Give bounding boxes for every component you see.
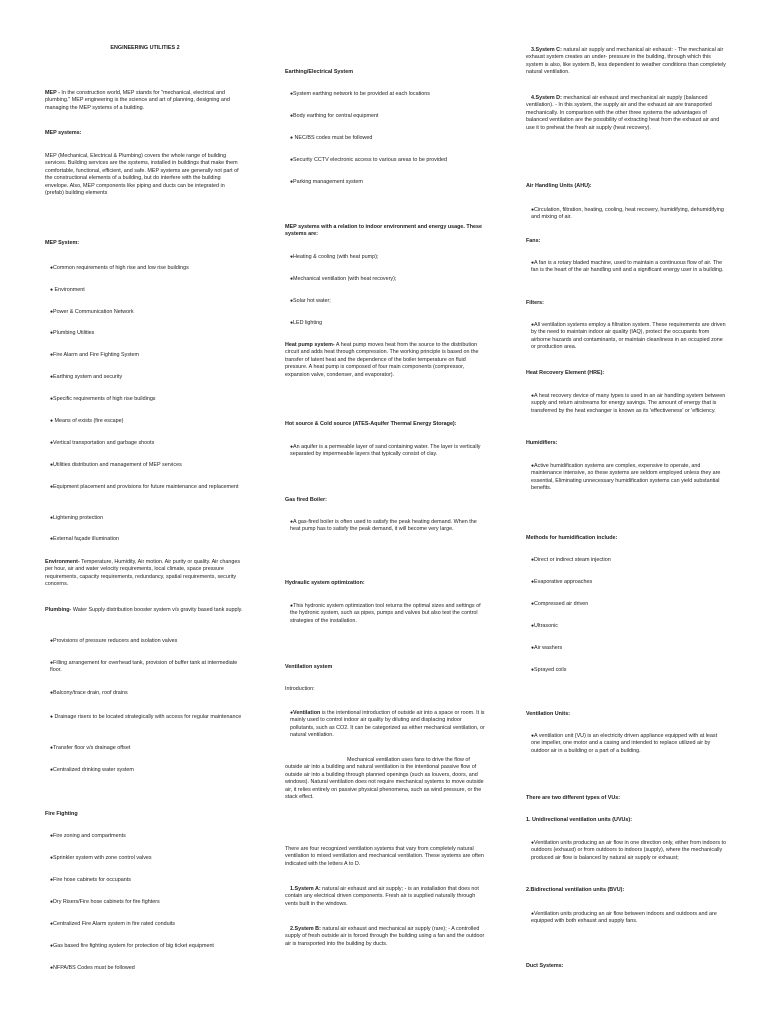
bullet-item (45, 660, 245, 675)
bullet-text: Ventilation units producing an air flow between indoors and outdoors and are equipped with both exhaust and supply fans. (531, 911, 717, 925)
bullet-text: Security CCTV electronic access to various areas to be provided (293, 157, 448, 163)
bullet-text: Balcony/trace drain, roof drains (53, 690, 128, 696)
bullet-text: All ventilation systems employ a filtration system. These requirements are driven by the need to maintain indoor air quality (IAQ), protect the occupants from airborne hazards and contaminants, or maintain cleanliness in an occupied zone or production area. (531, 322, 726, 351)
bullet-text: Heating & cooling (with heat pump); (293, 254, 379, 260)
bullet-text: Fire hose cabinets for occupants (53, 877, 131, 883)
paragraph-label: 4.System D: (531, 95, 562, 101)
bullet-icon: ● (531, 667, 535, 673)
bullet-item (285, 179, 485, 186)
document-title: ENGINEERING UTILITIES 2 (110, 45, 180, 51)
bullet-icon: ● (290, 710, 294, 716)
section-heading: Ventilation Units: (526, 711, 571, 717)
bullet-item (526, 911, 726, 926)
labeled-paragraph (285, 886, 485, 908)
labeled-paragraph (45, 607, 245, 614)
bullet-icon: ● (50, 714, 54, 720)
bullet-text: Compressed air driven (534, 601, 589, 607)
bullet-item (45, 484, 245, 491)
bullet-item (45, 855, 245, 862)
paragraph: MEP (Mechanical, Electrical & Plumbing) covers the whole range of building services. Building services are the systems, installed in buildings that make them comfortable, functional, efficient, and safe. MEP systems are generally not part of the constructional elements of a building, but do interfere with the building envelope. Also, MEP components like piping and ducts can be integrated in (prefab) building elements (45, 153, 239, 197)
bullet-text: Filling arrangement for overhead tank, provision of buffer tank at intermediate floor. (50, 660, 238, 674)
bullet-icon: ● (531, 260, 535, 266)
bullet-item (526, 260, 726, 275)
section-heading: Fans: (526, 238, 541, 244)
bullet-icon: ● (290, 298, 294, 304)
bullet-icon: ● (290, 91, 294, 97)
bullet-item (45, 745, 245, 752)
bullet-item (526, 623, 726, 630)
bullet-text: Evaporative approaches (534, 579, 593, 585)
bullet-icon: ● (290, 276, 294, 282)
bullet-icon: ● (50, 462, 54, 468)
paragraph-label: Plumbing- (45, 607, 72, 613)
bullet-icon: ● (531, 322, 535, 328)
section-heading: MEP systems: (45, 130, 82, 136)
section-heading: There are two different types of VUs: (526, 795, 621, 801)
bullet-item (45, 309, 245, 316)
bullet-text: Fire zoning and compartments (53, 833, 126, 839)
bullet-item (45, 396, 245, 403)
bullet-item (45, 714, 245, 721)
paragraph-label: 2.System B: (290, 926, 321, 932)
bullet-item (285, 276, 485, 283)
section-heading: MEP systems with a relation to indoor environment and energy usage. These systems are: (285, 224, 483, 238)
bullet-text: Dry Risers/Fire hose cabinets for fire fighters (53, 899, 160, 905)
bullet-item (526, 733, 726, 755)
bullet-icon: ● (531, 463, 535, 469)
labeled-paragraph (526, 95, 726, 132)
bullet-item (45, 287, 245, 294)
paragraph-text: Water Supply distribution booster system v/s gravity based tank supply. (71, 607, 243, 613)
bullet-text: An aquifer is a permeable layer of sand containing water. The layer is vertically separated by impermeable layers that typically consist of clay. (290, 444, 481, 458)
bullet-item (526, 579, 726, 586)
bullet-text: Centralized drinking water system (53, 767, 134, 773)
bullet-icon: ● (290, 135, 294, 141)
bullet-item (285, 519, 485, 534)
labeled-paragraph (285, 926, 485, 948)
bullet-item (526, 601, 726, 608)
bullet-text: Environment (53, 287, 85, 293)
bullet-icon: ● (531, 840, 535, 846)
paragraph-label: 1.System A: (290, 886, 321, 892)
bullet-text: Vertical transportation and garbage shoots (53, 440, 155, 446)
bullet-item (285, 444, 485, 459)
bullet-item (526, 840, 726, 862)
section-heading: Air Handling Units (AHU): (526, 183, 592, 189)
bullet-text: Lightening protection (53, 515, 104, 521)
bullet-item (45, 536, 245, 543)
bullet-item (45, 462, 245, 469)
paragraph-text: natural air exhaust and mechanical air supply (rare); - A controlled supply of fresh outside air is forced through the building using a fan and the outdoor air is transported into the building by ducts. (285, 926, 485, 947)
paragraph: Mechanical ventilation uses fans to drive the flow of outside air into a building and natural ventilation is the intentional passive flow of outside air into a building through planned openings (such as louvers, doors, and windows). Natural ventilation does not require mechanical systems to move outside air, it relies entirely on passive physical phenomena, such as wind pressure, or the stack effect. (285, 757, 484, 801)
bullet-text: Provisions of pressure reducers and isolation valves (53, 638, 178, 644)
bullet-text: Specific requirements of high rise buildings (53, 396, 156, 402)
bullet-item (45, 330, 245, 337)
section-heading: Hydraulic system optimization: (285, 580, 365, 586)
bullet-text: Air washers (534, 645, 563, 651)
labeled-paragraph (45, 559, 245, 589)
bullet-icon: ● (531, 601, 535, 607)
paragraph-text: Temperature, Humidity, Air motion. Air purity or quality. Air changes per hour, air and water velocity requirements, local climate, space pressure requirements, capacity requirements, redundancy, spatial requirements, security concerns. (45, 559, 241, 588)
paragraph-label: Heat pump system- (285, 342, 335, 348)
bullet-item (285, 113, 485, 120)
section-heading: 1. Unidirectional ventilation units (UVUs): (526, 817, 633, 823)
bullet-icon: ● (50, 484, 54, 490)
bullet-icon: ● (50, 265, 54, 271)
bullet-text: Common requirements of high rise and low rise buildings (53, 265, 189, 271)
section-heading: Earthing/Electrical System (285, 69, 354, 75)
bullet-icon: ● (290, 179, 294, 185)
bullet-item (45, 352, 245, 359)
bullet-icon: ● (50, 943, 54, 949)
bullet-item (45, 265, 245, 272)
bullet-text: Transfer floor v/s drainage offset (53, 745, 131, 751)
bullet-text: Mechanical ventilation (with heat recovery); (293, 276, 397, 282)
bullet-text: Centralized Fire Alarm system in fire rated conduits (53, 921, 175, 927)
section-heading: Fire Fighting (45, 811, 78, 817)
bullet-icon: ● (50, 287, 54, 293)
paragraph: Introduction: (285, 686, 315, 692)
bullet-item (526, 393, 726, 415)
bullet-text: Plumbing Utilities (53, 330, 95, 336)
bullet-text: is the intentional introduction of outside air into a space or room. It is mainly used to control indoor air quality by diluting and displacing indoor pollutants, such as CO2. It can be categorized as either mechanical ventilation, or natural ventilation. (290, 710, 485, 739)
bullet-text: LED lighting (293, 320, 323, 326)
paragraph-text: In the construction world, MEP stands for "mechanical, electrical and plumbing." MEP engineering is the science and art of planning, designing and managing the MEP systems of a building. (45, 90, 230, 111)
bullet-item (526, 645, 726, 652)
bullet-item (285, 135, 485, 142)
bullet-item (526, 557, 726, 564)
paragraph-text: A heat pump moves heat from the source to the distribution circuit and adds heat through compression. The working principle is based on the transfer of latent heat and the dependence of the boiler temperature on fluid pressure. A heat pump is composed of four main components (compressor, expansion valve, condenser, and evaporator). (285, 342, 479, 378)
labeled-paragraph (285, 342, 485, 379)
section-heading: Filters: (526, 300, 544, 306)
bullet-icon: ● (290, 113, 294, 119)
bullet-item (45, 833, 245, 840)
bullet-item (45, 943, 245, 950)
bullet-icon: ● (50, 921, 54, 927)
bullet-item (285, 254, 485, 261)
bullet-icon: ● (290, 320, 294, 326)
bullet-item (526, 463, 726, 493)
section-heading: Humidifiers: (526, 440, 558, 446)
bullet-icon: ● (50, 352, 54, 358)
bullet-item (45, 899, 245, 906)
bullet-text: Circulation, filtration, heating, cooling, heat recovery, humidifying, dehumidifying and mixing of air. (531, 207, 724, 221)
section-heading: Methods for humidification include: (526, 535, 618, 541)
bullet-label: Ventilation (293, 710, 321, 716)
paragraph-text: natural air supply and mechanical air exhaust: - The mechanical air exhaust system creates an under- pressure in the building, through which this system is also, like system B, less dependent to weather conditions than completely natural ventilation. (526, 47, 726, 76)
bullet-icon: ● (531, 645, 535, 651)
bullet-icon: ● (50, 309, 54, 315)
bullet-icon: ● (531, 207, 535, 213)
bullet-item (285, 603, 485, 625)
bullet-icon: ● (50, 833, 54, 839)
bullet-item (45, 921, 245, 928)
bullet-icon: ● (290, 157, 294, 163)
bullet-item (285, 298, 485, 305)
bullet-text: A fan is a rotary bladed machine, used to maintain a continuous flow of air. The fan is the heart of the air handling unit and a significant energy user in a building. (531, 260, 724, 274)
bullet-text: Fire Alarm and Fire Fighting System (53, 352, 140, 358)
paragraph-label: 3.System C: (531, 47, 562, 53)
paragraph: There are four recognized ventilation systems that vary from completely natural ventilation to mixed ventilation and mechanical ventilation. These systems are often indicated with the letters A to D. (285, 846, 484, 867)
bullet-icon: ● (50, 855, 54, 861)
bullet-icon: ● (290, 519, 294, 525)
paragraph-text: natural air exhaust and air supply; - is an installation that does not contain any electrical driven components. Fresh air is supplied naturally through vents built in the windows. (285, 886, 479, 907)
bullet-text: Gas based fire fighting system for protection of big ticket equipment (53, 943, 214, 949)
bullet-icon: ● (290, 603, 294, 609)
bullet-text: NEC/BS codes must be followed (293, 135, 373, 141)
section-heading: Gas fired Boiler: (285, 497, 327, 503)
bullet-item (45, 440, 245, 447)
bullet-icon: ● (290, 254, 294, 260)
bullet-icon: ● (50, 418, 54, 424)
bullet-text: A gas-fired boiler is often used to satisfy the peak heating demand. When the heat pump has to satisfy the peak demand, it will become very large. (290, 519, 477, 533)
bullet-item (285, 320, 485, 327)
bullet-icon: ● (50, 660, 54, 666)
paragraph-text: mechanical air exhaust and mechanical air supply (balanced ventilation). - In this system, the supply air and the exhaust air are transported mechanically. In comparison with the other three systems the advantages of balanced ventilation are the possibility of extracting heat from the exhaust air and use it to preheat the fresh air supply (heat recovery). (526, 95, 720, 131)
bullet-icon: ● (290, 444, 294, 450)
bullet-text: Ventilation units producing an air flow in one direction only, either from indoors to outdoors (exhaust) or from outdoors to indoors (supply), where the mechanically produced air flow is balanced by natural air supply or exhaust; (531, 840, 727, 861)
bullet-text: Solar hot water; (293, 298, 331, 304)
bullet-text: Sprayed coils (534, 667, 567, 673)
bullet-text: Active humidification systems are complex, expensive to operate, and maintenance intensive, so these systems are seldom employed unless they are essential, Eliminating unnecessary humidification systems can yield substantial benefits. (531, 463, 721, 492)
bullet-icon: ● (531, 733, 535, 739)
bullet-text: Parking management system (293, 179, 363, 185)
section-heading: Ventilation system (285, 664, 333, 670)
labeled-paragraph (526, 47, 726, 77)
bullet-item (285, 710, 485, 740)
bullet-icon: ● (50, 638, 54, 644)
paragraph-label: Environment- (45, 559, 80, 565)
bullet-item (526, 322, 726, 352)
bullet-icon: ● (50, 330, 54, 336)
bullet-item (45, 690, 245, 697)
section-heading: Duct Systems: (526, 963, 564, 969)
bullet-text: Power & Communication Network (53, 309, 134, 315)
bullet-icon: ● (531, 623, 535, 629)
bullet-icon: ● (50, 965, 54, 971)
bullet-text: Utilities distribution and management of MEP services (53, 462, 182, 468)
section-heading: Hot source & Cold source (ATES-Aquifer Thermal Energy Storage): (285, 421, 457, 427)
bullet-icon: ● (531, 579, 535, 585)
bullet-text: Ultrasonic (534, 623, 558, 629)
bullet-item (285, 91, 485, 98)
bullet-icon: ● (531, 557, 535, 563)
section-heading: Heat Recovery Element (HRE): (526, 370, 605, 376)
bullet-icon: ● (50, 396, 54, 402)
bullet-item (45, 638, 245, 645)
bullet-text: Direct or indirect steam injection (534, 557, 611, 563)
bullet-icon: ● (50, 374, 54, 380)
bullet-text: A heat recovery device of many types is used in an air handling system between supply and return airstreams for energy savings. The amount of energy that is transferred by the heat exchanger is known as its 'effectiveness' or 'efficiency. (531, 393, 726, 414)
bullet-icon: ● (50, 767, 54, 773)
section-heading: 2.Bidirectional ventilation units (BVU): (526, 887, 625, 893)
paragraph-label: MEP - (45, 90, 60, 96)
bullet-icon: ● (531, 911, 535, 917)
bullet-text: This hydronic system optimization tool returns the optimal sizes and settings of the hydronic system, such as pipes, pumps and valves but also test the control strategies of the installation. (290, 603, 481, 624)
bullet-item (526, 667, 726, 674)
bullet-icon: ● (50, 899, 54, 905)
bullet-text: External façade illumination (53, 536, 119, 542)
section-heading: MEP System: (45, 240, 80, 246)
bullet-text: Earthing system and security (53, 374, 123, 380)
labeled-paragraph (45, 90, 245, 112)
bullet-item (45, 515, 245, 522)
bullet-icon: ● (50, 440, 54, 446)
bullet-text: Equipment placement and provisions for future maintenance and replacement (53, 484, 239, 490)
bullet-text: A ventilation unit (VU) is an electricity driven appliance equipped with at least one impeller, one motor and a casing and intended to replace utilized air by outdoor air in a building or a part of a building. (531, 733, 718, 754)
bullet-item (45, 965, 245, 972)
bullet-text: NFPA/BS Codes must be followed (53, 965, 135, 971)
bullet-text: System earthing network to be provided at each locations (293, 91, 430, 97)
bullet-text: Sprinkler system with zone control valves (53, 855, 152, 861)
bullet-item (45, 374, 245, 381)
bullet-icon: ● (50, 877, 54, 883)
bullet-icon: ● (50, 515, 54, 521)
bullet-icon: ● (50, 745, 54, 751)
bullet-text: Body earthing for central equipment (293, 113, 379, 119)
bullet-text: Drainage risers to be located strategically with access for regular maintenance (53, 714, 242, 720)
bullet-item (45, 767, 245, 774)
bullet-icon: ● (50, 536, 54, 542)
bullet-icon: ● (50, 690, 54, 696)
bullet-item (45, 877, 245, 884)
bullet-text: Means of exists (fire escape) (53, 418, 124, 424)
bullet-icon: ● (531, 393, 535, 399)
bullet-item (526, 207, 726, 222)
bullet-item (45, 418, 245, 425)
bullet-item (285, 157, 485, 164)
